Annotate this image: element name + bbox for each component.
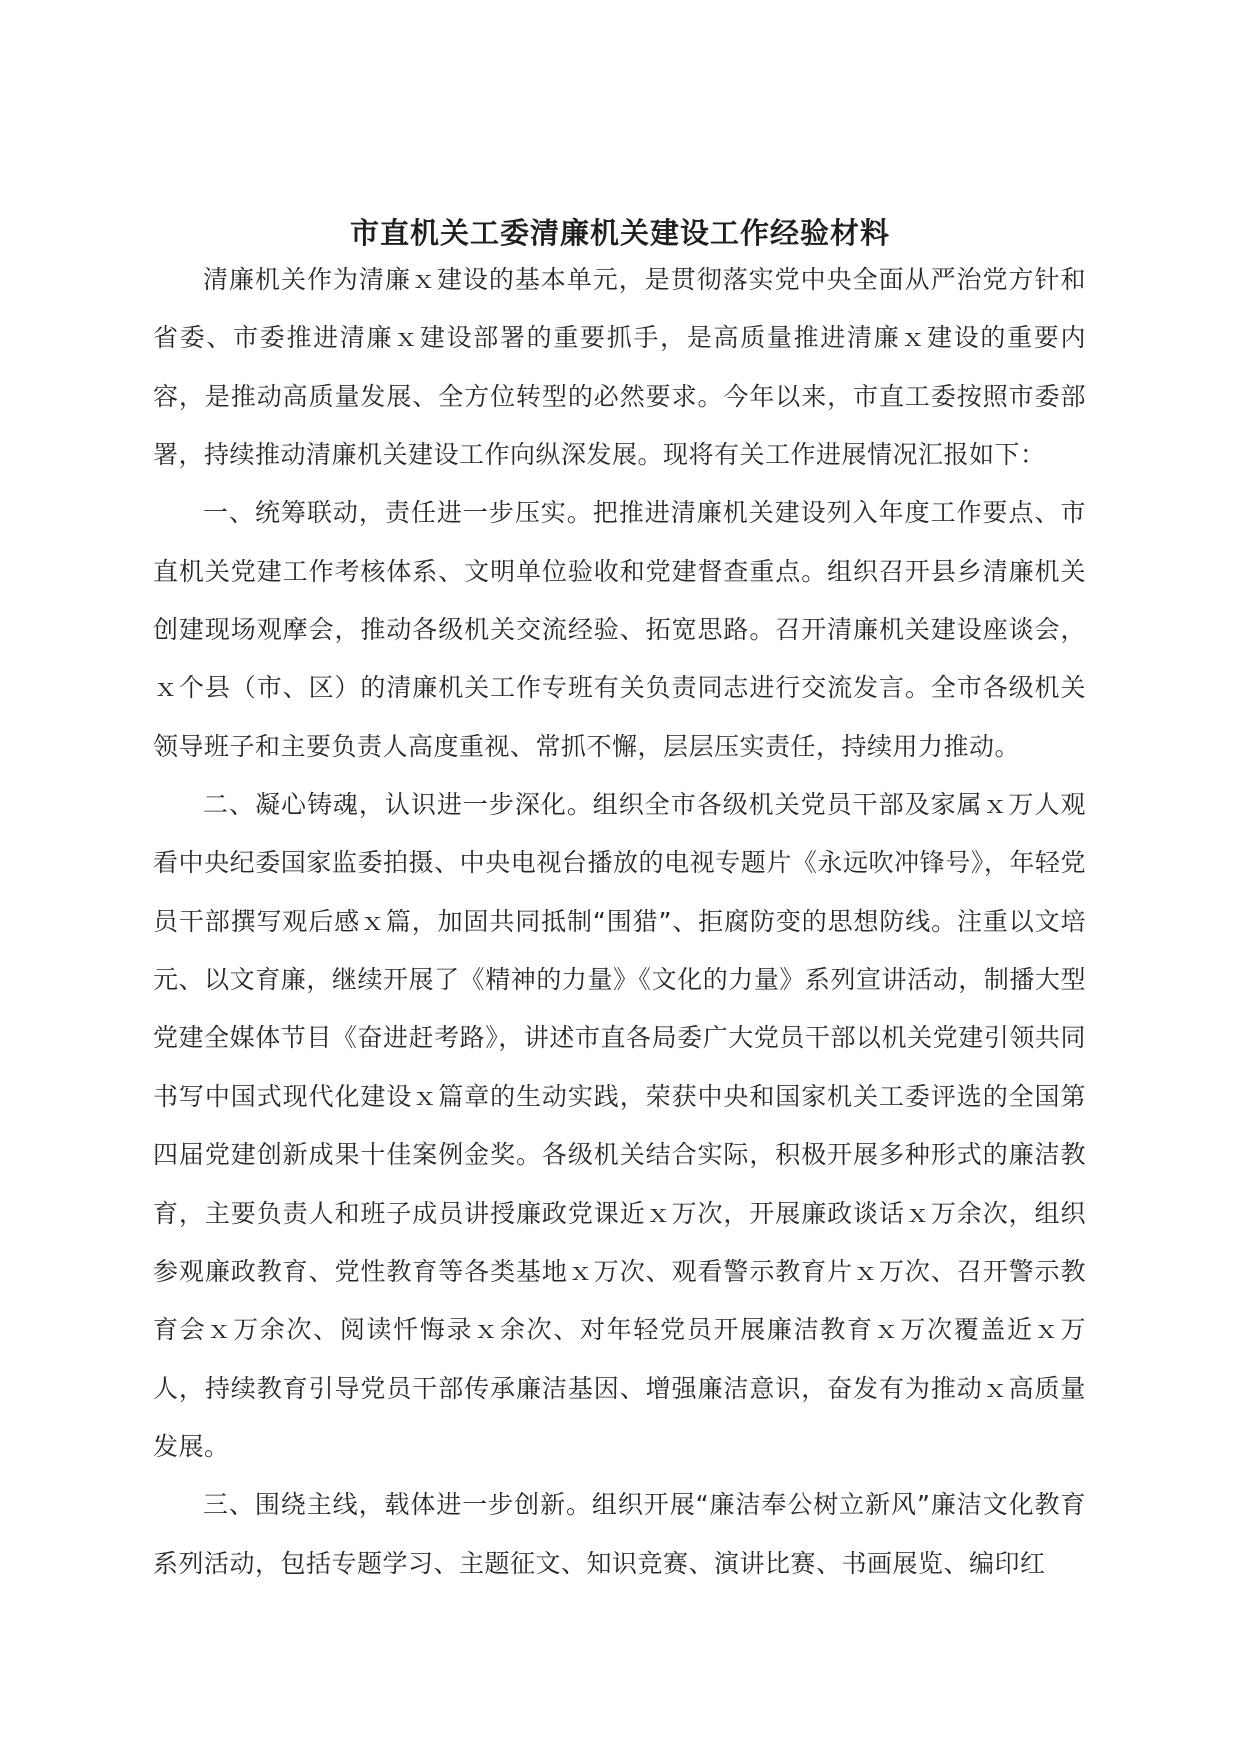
- paragraph-section-3: 三、围绕主线，载体进一步创新。组织开展“廉洁奉公树立新风”廉洁文化教育系列活动，包括专题学习、主题征文、知识竞赛、演讲比赛、书画展览、编印红: [153, 1490, 1086, 1578]
- paragraph-intro: 清廉机关作为清廉ｘ建设的基本单元，是贯彻落实党中央全面从严治党方针和省委、市委推进清廉ｘ建设部署的重要抓手，是高质量推进清廉ｘ建设的重要内容，是推动高质量发展、全方位转型的必然要求。今年以来，市直工委按照市委部署，持续推动清廉机关建设工作向纵深发展。现将有关工作进展情况汇报如下：: [153, 265, 1086, 470]
- paragraph-section-1: 一、统筹联动，责任进一步压实。把推进清廉机关建设列入年度工作要点、市直机关党建工作考核体系、文明单位验收和党建督查重点。组织召开县乡清廉机关创建现场观摩会，推动各级机关交流经验、拓宽思路。召开清廉机关建设座谈会，ｘ个县（市、区）的清廉机关工作专班有关负责同志进行交流发言。全市各级机关领导班子和主要负责人高度重视、常抓不懈，层层压实责任，持续用力推动。: [153, 498, 1086, 761]
- document-body: [153, 251, 1086, 1593]
- paragraph-section-2: 二、凝心铸魂，认识进一步深化。组织全市各级机关党员干部及家属ｘ万人观看中央纪委国家监委拍摄、中央电视台播放的电视专题片《永远吹冲锋号》，年轻党员干部撰写观后感ｘ篇，加固共同抵制“围猎”、拒腐防变的思想防线。注重以文培元、以文育廉，继续开展了《精神的力量》《文化的力量》系列宣讲活动，制播大型党建全媒体节目《奋进赶考路》，讲述市直各局委广大党员干部以机关党建引领共同书写中国式现代化建设ｘ篇章的生动实践，荣获中央和国家机关工委评选的全国第四届党建创新成果十佳案例金奖。各级机关结合实际，积极开展多种形式的廉洁教育，主要负责人和班子成员讲授廉政党课近ｘ万次，开展廉政谈话ｘ万余次，组织参观廉政教育、党性教育等各类基地ｘ万次、观看警示教育片ｘ万次、召开警示教育会ｘ万余次、阅读忏悔录ｘ余次、对年轻党员开展廉洁教育ｘ万次覆盖近ｘ万人，持续教育引导党员干部传承廉洁基因、增强廉洁意识，奋发有为推动ｘ高质量发展。: [153, 790, 1086, 1461]
- document-title: 市直机关工委清廉机关建设工作经验材料: [349, 216, 890, 251]
